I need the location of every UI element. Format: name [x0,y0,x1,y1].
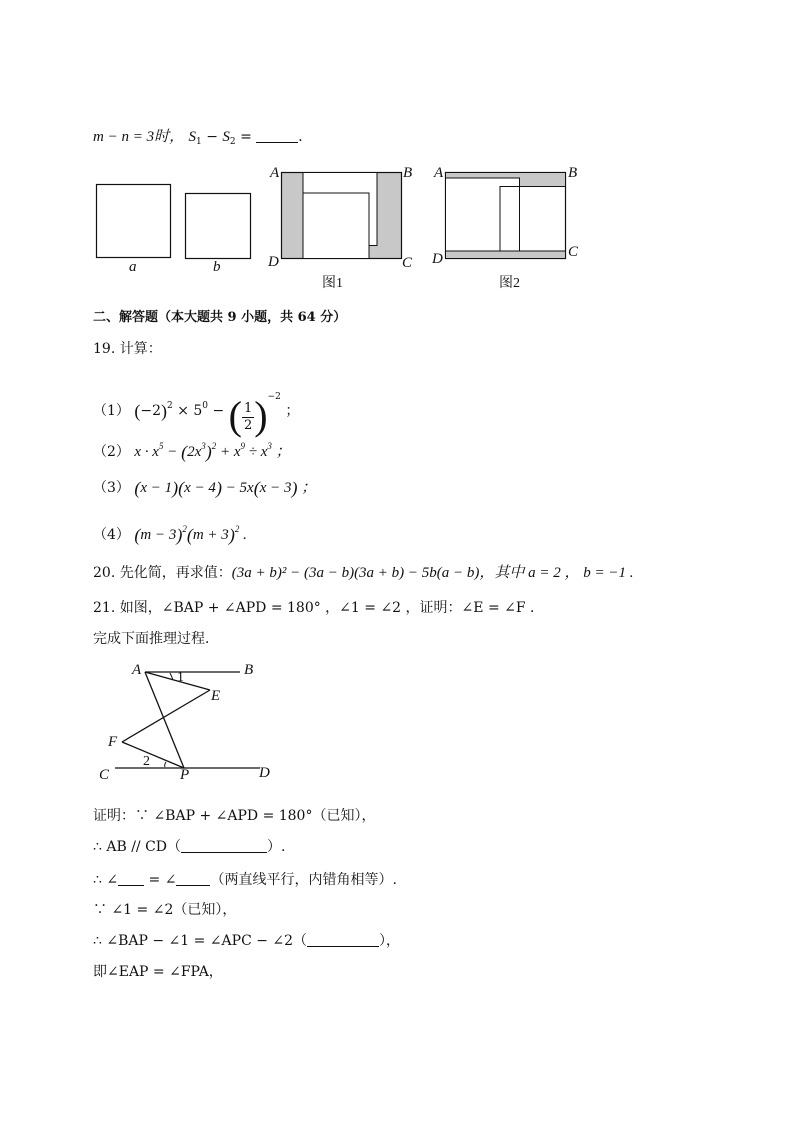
q21-geometry-diagram [100,660,280,790]
fig2-corner-d: D [432,251,443,267]
angle-blank-1[interactable] [118,871,144,886]
proof-line-2-tail: ）. [267,839,286,855]
fig2-corner-b: B [568,165,578,181]
q19-part1 [93,383,300,438]
proof-line-4: ∵ ∠1 = ∠2（已知）， [93,902,237,918]
square-b-figure [185,193,253,261]
angle-blank-2[interactable] [176,871,210,886]
section-2-heading: 二、解答题（本大题共 9 小题，共 64 分） [93,310,347,325]
q20 [93,563,634,583]
proof-line-3 [93,870,397,890]
q21-stem: 21. 如图，∠BAP + ∠APD = 180° ，∠1 = ∠2 ，证明：∠E = ∠F ． [93,600,545,616]
equals-sign: = [235,129,257,145]
diagram-point-b: B [244,662,254,678]
q19-stem: 19. 计算： [93,341,162,357]
figure-1 [281,172,403,260]
q20-expression: (3a + b)² − (3a − b)(3a + b) − 5b(a − b) [231,565,480,581]
proof-line-1: 证明：∵ ∠BAP + ∠APD = 180°（已知）， [93,808,376,824]
square-a-figure [96,184,172,260]
fig1-caption: 图1 [322,276,343,291]
label-b: b [213,259,221,275]
q19-part2-expression: $x \cdot x^5 - (2x^3)^2 + x^9 \div x^3$ ； [134,441,291,462]
q19-part4 [93,519,247,545]
figure-2 [445,172,567,260]
proof-line-3-tail: （两直线平行，内错角相等）. [210,872,397,888]
proof-line-6: 即∠EAP = ∠FPA， [93,964,223,980]
diagram-point-p: P [180,767,190,783]
fig2-corner-a: A [434,165,444,181]
q19-part2 [93,436,291,462]
q19-part1-expression: $(-2)^2 \times 5^0$ − ( $\frac{1}{2}$ )$^{-2}$ ； [134,392,300,438]
fig2-caption: 图2 [499,276,520,291]
q19-part1-number: （1） [93,403,130,419]
q19-part4-expression: $(m - 3)^2(m + 3)^2$ . [134,524,247,545]
q20-condition: ，其中 a = 2 ， b = −1 . [479,565,634,581]
fig2-corner-c: C [568,244,579,260]
minus-sign: − [201,129,223,145]
reason-blank-1[interactable] [181,838,267,853]
proof-line-3-text: ∴ ∠ [93,872,119,888]
q19-part2-number: （2） [93,444,130,460]
diagram-point-a: A [132,662,142,678]
diagram-point-c: C [99,767,110,783]
q18-condition-line [93,127,312,152]
q18-condition: m − n = 3时， [93,129,185,145]
q19-part3 [93,478,316,498]
proof-line-2 [93,837,285,857]
period: ． [298,129,313,145]
s1-symbol: S [188,129,197,145]
diagram-angle-2: 2 [143,754,150,769]
proof-line-5-text: ∴ ∠BAP − ∠1 = ∠APC − ∠2（ [93,933,308,949]
answer-blank[interactable] [256,128,298,143]
fig1-corner-a: A [270,165,280,181]
diagram-point-e: E [211,688,221,704]
q21-task: 完成下面推理过程． [93,631,219,647]
proof-line-5-tail: ）， [379,933,401,949]
q19-part4-number: （4） [93,527,130,543]
proof-line-3-mid: = ∠ [144,872,177,888]
label-a: a [129,259,137,275]
s2-subscript: 2 [229,137,236,147]
proof-line-5 [93,931,400,951]
fig1-corner-d: D [268,254,279,270]
fig1-corner-b: B [403,165,413,181]
proof-line-2-text: ∴ AB // CD（ [93,839,182,855]
s2-symbol: S [222,129,230,145]
q19-part3-number: （3） [93,480,130,496]
s1-subscript: 1 [196,137,202,147]
diagram-angle-1: 1 [177,670,184,685]
q19-part3-expression: (x − 1)(x − 4) − 5x(x − 3) ； [134,478,317,498]
reason-blank-2[interactable] [307,932,379,947]
diagram-point-f: F [108,734,118,750]
diagram-point-d: D [259,765,270,781]
q20-stem: 20. 先化简，再求值： [93,565,232,581]
fig1-corner-c: C [402,255,413,271]
